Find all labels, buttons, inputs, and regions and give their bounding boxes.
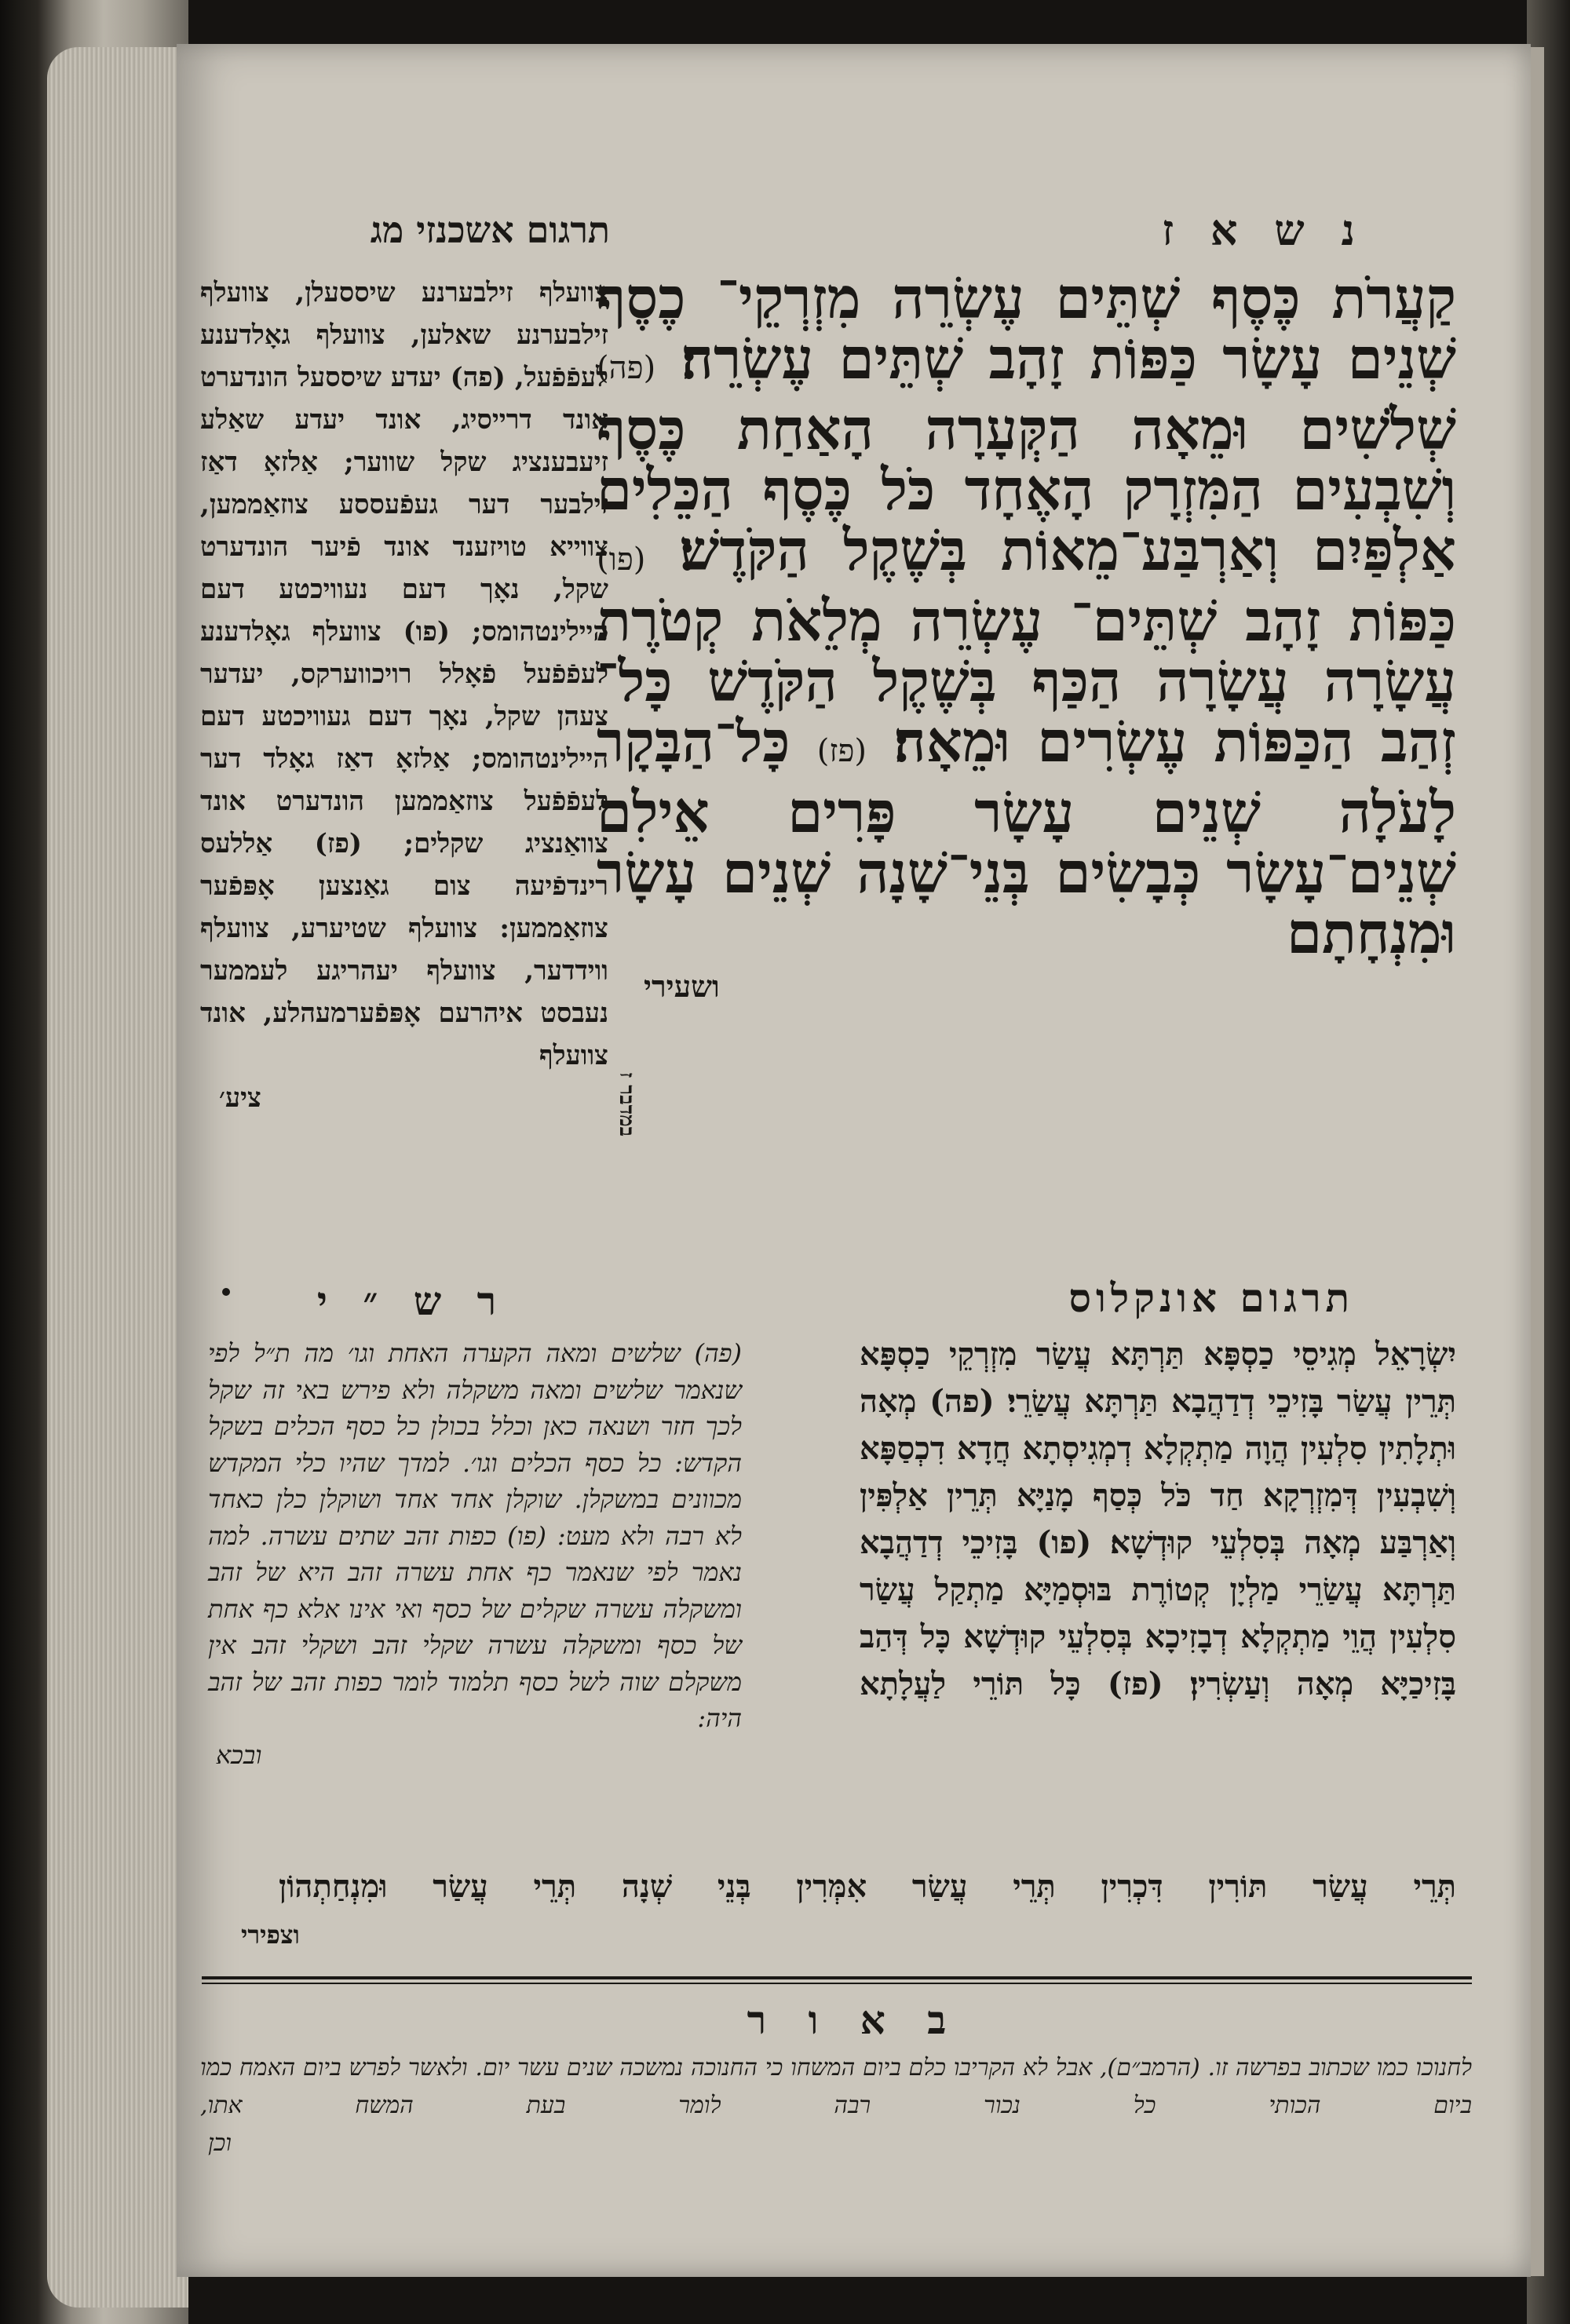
scripture-text	[597, 265, 1456, 1010]
ornament-dot	[222, 1288, 230, 1296]
facing-page-edge	[1527, 0, 1570, 2324]
running-header-right: נ ש א ז	[1162, 205, 1366, 255]
catchword: ציע׳	[219, 1082, 261, 1114]
onkelos-text-continued: תְּרֵי עֲשַׂר תּוֹרִין דִּכְרִין תְּרֵי עֲשַׂר אִמְּרִין בְּנֵי שְׁנָה תְּרֵי עֲשַׂר וּמִנְחַתְהוֹן	[279, 1868, 1457, 1905]
scripture-part: קַעֲרֹת כֶּסֶף שְׁתֵּים עֶשְׂרֵה מִזְרְקֵי־ כֶסֶף שְׁנֵים עָשָׂר כַּפּוֹת זָהָב שְׁתֵּים עֶשְׂרֵה׃	[597, 265, 1456, 392]
running-header-left: תרגום אשכנזי מג	[370, 209, 610, 251]
catchword: ושעירי	[644, 969, 720, 1004]
ashkenazi-text: צוועלף זילבערנע שיססעלן, צוועלף זילבערנע שאלען, צוועלף גאָלדענע לעפֿפֿעל, (פה) יעדע שיססעל הונדערט אונד דרייסיג, אונד יעדע שאַלע זיעבענציג שקל שווער; אַלזאָ דאַז זילבער דער געפֿעססע צוזאַממען, צווייא טויזענד אונד פֿיער הונדערט שקל, נאָך דעם נעוויכטע דעם היילינטהומס; (פו) צוועלף גאָלדענע לעפֿפֿעל פֿאָלל רויכווערקס, יעדער צעהן שקל, נאָך דעם געוויכטע דעם היילינטהומס; אַלזאָ דאַז גאָלד דער לעפֿפֿעל צוזאַממען הונדערט אונד צוואַנציג שקלים; (פז) אַללעס רינדפֿיעה צום גאַנצען אָפּפֿער צוזאַממען: צוועלף שטיערע, צוועלף ווידדער, צוועלף יעהריגע לעממער נעבסט איהרעם אָפּפֿערמעהלע, אונד צוועלף	[200, 277, 608, 1071]
rashi-title: ר ש ״ י	[316, 1278, 508, 1324]
divider-rule	[202, 1976, 1472, 1979]
rashi-commentary	[208, 1335, 742, 1773]
catchword: ובכא	[216, 1739, 262, 1770]
stacked-pages	[47, 47, 188, 2308]
margin-reference: במדבר ז	[615, 1072, 638, 1137]
verse-number: (פו)	[597, 542, 646, 578]
catchword: וצפירי	[241, 1920, 300, 1950]
onkelos-text: יִשְׂרָאֵל מְגִיסֵי כַסְפָּא תַּרְתָּא עֲשַׂר מִזְרְקֵי כַסְפָּא תְּרֵין עֲשַׂר בָּזִיכֵי דְדַהֲבָא תַּרְתָּא עֲשַׂרֵי׃ (פה) מְאָה וּתְלָתִין סִלְעִין הֲוָה מַתְקְלָא דְמְגִיסְתָא חֲדָא דִכְסַפָּא וְשִׁבְעִין דְּמִזְרְקָא חַד כֹּל כְּסַף מָנַיָּא תְּרֵין אַלְפִּין וְאַרְבַּע מְאָה בְּסִלְעֵי קוּדְשָׁא׃ (פו) בָּזִיכֵי דְדַהֲבָא תַּרְתָּא עֲשַׂרֵי מַלְיָן קְטוֹרֶת בּוּסְמַיָּא מַתְקַל עֲשַׂר סִלְעִין הֲוֵי מַתְקְלָא דְבָזִיכָא בְּסִלְעֵי קוּדְשָׁא כָּל דְּהַב בָּזִיכַיָּא מְאָה וְעַשְׂרִין׃ (פז) כָּל תּוֹרֵי לַעֲלָתָא	[860, 1336, 1456, 1702]
scripture-part: כָּל־הַבָּקָר לָעֹלָה שְׁנֵים עָשָׂר פָּרִים אֵילִם שְׁנֵים־עָשָׂר כְּבָשִׂים בְּנֵי־שָׁנָה שְׁנֵים עָשָׂר וּמִנְחָתָם	[597, 708, 1456, 966]
scripture-part: כַּפּוֹת זָהָב שְׁתֵּים־ עֶשְׂרֵה מְלֵאֹת קְטֹרֶת עֲשָׂרָה עֲשָׂרָה הַכַּף בְּשֶׁקֶל הַקֹּדֶשׁ כָּל־ זְהַב הַכַּפּוֹת עֶשְׂרִים וּמֵאָה׃	[597, 587, 1456, 775]
verse-number: (פה)	[597, 350, 656, 386]
biur-commentary	[200, 2049, 1472, 2162]
biur-text: לחנוכו כמו שכתוב בפרשה זו. (הרמב״ם), אבל לא הקריבו כלם ביום המשחו כי החנוכה נמשכה שנים עשר יום. ולאשר לפרש ביום האמח כמו ביום הכותי כל נכור רבה לומר בעת המשח אתו,	[200, 2054, 1472, 2119]
rashi-text: (פה) שלשים ומאה הקערה האחת וגו׳ מה ת״ל לפי שנאמר שלשים ומאה משקלה ולא פירש באי זה שקל לכך חזר ושנאה כאן וכלל בכולן כל כסף הכלים בשקל הקדש: כל כסף הכלים וגו׳. למדך שהיו כלי המקדש מכוונים במשקלן. שוקלן אחד אחד ושוקלן כלן כאחד לא רבה ולא מעט: (פו) כפות זהב שתים עשרה. למה נאמר לפי שנאמר כף אחת עשרה זהב היא של זהב ומשקלה עשרה שקלים של כסף ואי אינו אלא כף אחת של כסף ומשקלה עשרה שקלי זהב ושקלי זהב אין משקלם שוה לשל כסף תלמוד לומר כפות זהב של זהב היה:	[208, 1338, 743, 1733]
divider-rule	[202, 1983, 1472, 1984]
biur-title: ב א ו ר	[747, 1997, 961, 2043]
onkelos-title: תרגום אונקלוס	[1068, 1275, 1354, 1321]
catchword: וכן	[208, 2129, 232, 2157]
verse-number: (פז)	[816, 733, 867, 769]
book-page	[177, 44, 1531, 2277]
scripture-part: שְׁלֹשִׁים וּמֵאָה הַקְּעָרָה הָאַחַת כֶּסֶף וְשִׁבְעִים הַמִּזְרָק הָאֶחָד כֹּל כֶּסֶף הַכֵּלִים אַלְפַּיִם וְאַרְבַּע־מֵאוֹת בְּשֶׁקֶל הַקֹּדֶשׁ׃	[597, 396, 1456, 583]
ashkenazi-translation	[200, 272, 608, 1119]
